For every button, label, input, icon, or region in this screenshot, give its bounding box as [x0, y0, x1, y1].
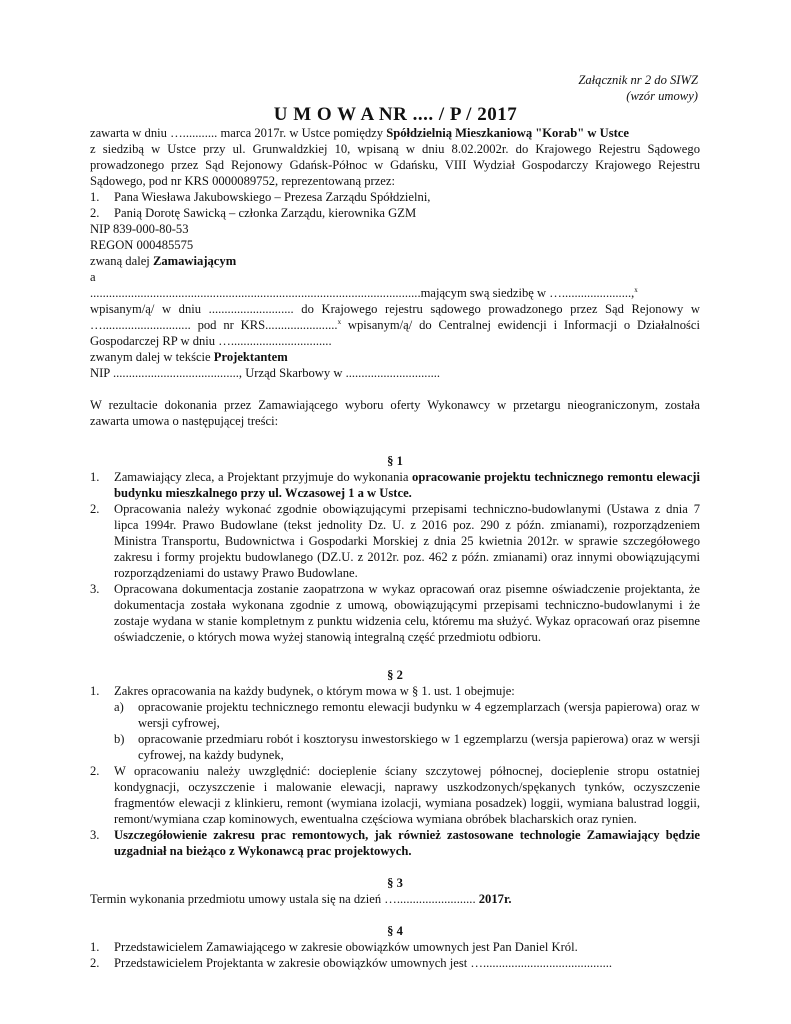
- list-text: Zakres opracowania na każdy budynek, o którym mowa w § 1. ust. 1 obejmuje:: [114, 684, 515, 698]
- footnote-mark: x: [337, 317, 342, 326]
- list-text: Panią Dorotę Sawicką – członka Zarządu, kierownika GZM: [114, 206, 417, 220]
- s2-subitem-a: [114, 699, 700, 731]
- result-paragraph: W rezultacie dokonania przez Zamawiającego wyboru oferty Wykonawcy w przetargu nieograniczonym, została zawarta umowa o następującej treści:: [90, 398, 700, 428]
- item-bold: Uszczegółowienie zakresu prac remontowych, jak również zastosowane technologie Zamawiający będzie uzgadniał na bieżąco z Wykonawcą prac projektowych.: [114, 828, 700, 858]
- list-text: [114, 827, 700, 859]
- called-text: zwanym dalej w tekście: [90, 350, 214, 364]
- regon: REGON 000485575: [90, 238, 194, 252]
- list-text: Przedstawicielem Zamawiającego w zakresie obowiązków umownych jest Pan Daniel Król.: [114, 940, 578, 954]
- s2-item-3: [90, 827, 700, 859]
- list-letter: b): [114, 732, 125, 746]
- list-number: 2.: [90, 956, 100, 970]
- section-4-heading: § 4: [387, 924, 403, 938]
- intro-text: zawarta w dniu …........... marca 2017r. w Ustce pomiędzy: [90, 126, 387, 140]
- cooperative-name: Spółdzielnią Mieszkaniową "Korab" w Ustce: [386, 126, 629, 140]
- list-number: 1.: [90, 470, 100, 484]
- called-designer: [90, 349, 700, 365]
- conjunction: a: [90, 270, 96, 284]
- section-3-heading: § 3: [387, 876, 403, 890]
- list-number: 2.: [90, 502, 100, 516]
- section-1-heading: § 1: [387, 454, 403, 468]
- list-number: 2.: [90, 206, 100, 220]
- called-client: [90, 253, 700, 269]
- representative-2: [90, 205, 700, 221]
- client-role: Zamawiającym: [152, 254, 237, 268]
- list-text: Opracowania należy wykonać zgodnie obowiązującymi przepisami techniczno-budowlanymi (Ustawa z dnia 7 lipca 1994r. Prawo Budowlane (tekst jednolity Dz. U. z 2016 poz. 290 z późn. zmianami), rozporządzeniem Ministra Transportu, Budownictwa i Gospodarki Morskiej z dnia 25 kwietnia 2012r. w sprawie szczegółowego zakresu i formy projektu budowlanego (DZ.U. z 2012r. poz. 462 z późn. zmianami) oraz innymi obowiązującymi rozporządzeniami do ustawy Prawo Budowlane.: [114, 502, 700, 580]
- s2-item-2: [90, 763, 700, 827]
- contractor-text: .........................................................................................................mającym swą siedzibę w …......................,: [90, 286, 635, 300]
- s2-subitem-b: [114, 731, 700, 763]
- s4-item-1: [90, 939, 700, 955]
- s2-item-1: [90, 683, 700, 699]
- list-text: [114, 469, 700, 501]
- item-text: Zamawiający zleca, a Projektant przyjmuje do wykonania: [114, 470, 413, 484]
- annex-note: [578, 72, 698, 104]
- section-2-heading: § 2: [387, 668, 403, 682]
- designer-role: Projektantem: [213, 350, 288, 364]
- list-text: Pana Wiesława Jakubowskiego – Prezesa Zarządu Spółdzielni,: [114, 190, 431, 204]
- deadline-year: 2017r.: [478, 892, 512, 906]
- list-text: Opracowana dokumentacja zostanie zaopatrzona w wykaz opracowań oraz pisemne oświadczenie projektanta, że dokumentacja została wykonana zgodnie z umową, obowiązującymi przepisami techniczno-budowlanymi i że zostaje wydana w stanie kompletnym z punktu widzenia celu, któremu ma służyć. Wykaz opracowań oraz pisemne oświadczenie, o których mowa wyżej stanowią integralną część przedmiotu odbioru.: [114, 582, 700, 644]
- list-text: opracowanie projektu technicznego remontu elewacji budynku w 4 egzemplarzach (wersja papierowa) oraz w wersji cyfrowej,: [138, 700, 700, 730]
- s1-item-1: [90, 469, 700, 501]
- contractor-text: wpisanym/ą/ w dniu ........................... do Krajowego rejestru sądowego prowadzonego przez Sąd Rejonowy w …............................ pod nr KRS.......................: [90, 302, 700, 332]
- list-number: 3.: [90, 582, 100, 596]
- list-number: 1.: [90, 684, 100, 698]
- deadline-text: Termin wykonania przedmiotu umowy ustala się na dzień ….........................: [90, 892, 479, 906]
- nip: NIP 839-000-80-53: [90, 222, 189, 236]
- list-number: 1.: [90, 190, 100, 204]
- list-number: 1.: [90, 940, 100, 954]
- list-text: opracowanie przedmiaru robót i kosztorysu inwestorskiego w 1 egzemplarzu (wersja papierowa) oraz w wersji cyfrowej, na każdy budynek,: [138, 732, 700, 762]
- list-number: 2.: [90, 764, 100, 778]
- list-letter: a): [114, 700, 124, 714]
- contractor-line-2: [90, 301, 700, 349]
- s1-item-2: [90, 501, 700, 581]
- list-text: W opracowaniu należy uwzględnić: docieplenie ściany szczytowej północnej, docieplenie stropu ostatniej kondygnacji, oczyszczenie i malowanie elewacji, naprawy uszkodzonych/spękanych tynków, oczyszczenie fragmentów elewacji z klinkieru, remont (wymiana izolacji, wymiana posadzek) loggii, wymiana balustrad loggii, remont/wymiana czap kominowych, ewentualna częściowa wymiana obróbek blacharskich oraz rynien.: [114, 764, 700, 826]
- item-bold: opracowanie projektu technicznego remontu elewacji budynku mieszkalnego przy ul. Wczasowej 1 a w Ustce.: [114, 470, 700, 500]
- representative-1: [90, 189, 700, 205]
- contractor-line-1: [90, 285, 700, 301]
- list-number: 3.: [90, 828, 100, 842]
- contractor-text: wpisanym/ą/ do Centralnej ewidencji i Informacji o Działalności Gospodarczej RP w dniu …................................: [90, 318, 700, 348]
- nip-2: NIP ........................................, Urząd Skarbowy w ..............................: [90, 366, 441, 380]
- s3-text: [90, 891, 700, 907]
- document-body: [90, 125, 700, 971]
- footnote-mark: x: [634, 285, 638, 294]
- document-title: U M O W A NR .... / P / 2017: [273, 104, 518, 125]
- annex-line-1: Załącznik nr 2 do SIWZ: [578, 73, 698, 87]
- intro-line: [90, 125, 700, 141]
- called-text: zwaną dalej: [90, 254, 153, 268]
- annex-line-2: (wzór umowy): [626, 89, 698, 103]
- s1-item-3: [90, 581, 700, 645]
- s4-item-2: [90, 955, 700, 971]
- list-text: Przedstawicielem Projektanta w zakresie obowiązków umownych jest ….........................................: [114, 956, 613, 970]
- intro-address: z siedzibą w Ustce przy ul. Grunwaldzkiej 10, wpisaną w dniu 8.02.2002r. do Krajowego Rejestru Sądowego prowadzonego przez Sąd Rejonowy Gdańsk-Północ w Gdańsku, VIII Wydział Gospodarczy Krajowego Rejestru Sądowego, pod nr KRS 0000089752, reprezentowaną przez:: [90, 142, 700, 188]
